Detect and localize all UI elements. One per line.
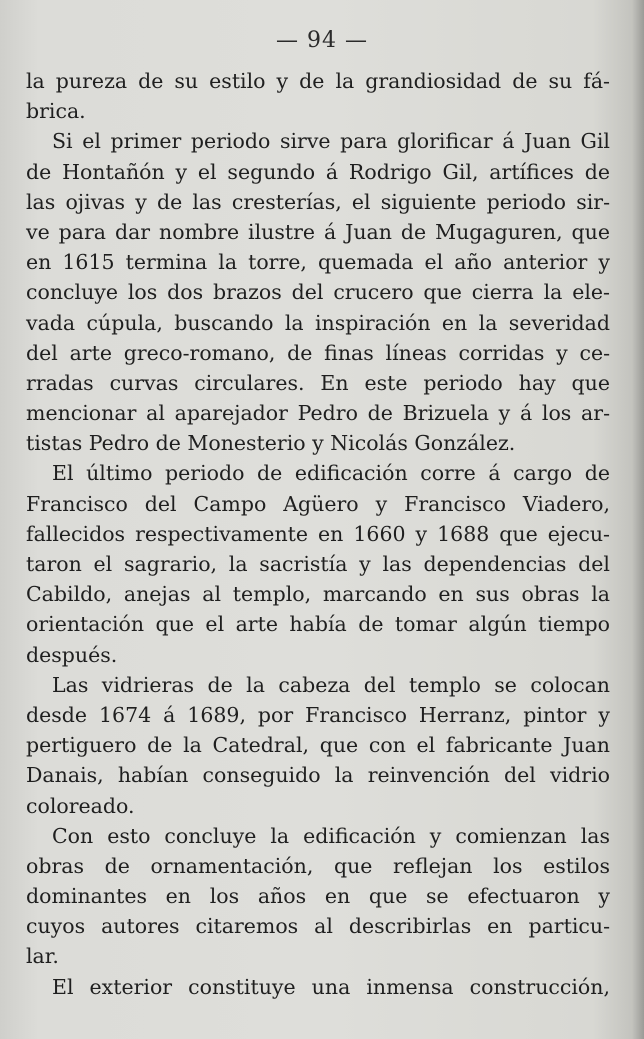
text-line: desde 1674 á 1689, por Francisco Herranz, pintor y [26,702,610,727]
text-line: en 1615 termina la torre, quemada el año anterior y [26,250,610,275]
paragraph [26,972,610,1002]
text-line: cuyos autores citaremos al describirlas en particu- [26,914,610,939]
text-line: del arte greco-romano, de finas líneas corridas y ce- [26,340,610,365]
text-line: brica. [26,99,86,124]
text-line: ve para dar nombre ilustre á Juan de Mugaguren, que [26,219,610,244]
paragraph [26,670,610,821]
text-line: fallecidos respectivamente en 1660 y 1688 que ejecu- [26,521,610,546]
text-line: taron el sagrario, la sacristía y las dependencias del [26,552,610,576]
text-line: obras de ornamentación, que reflejan los estilos [26,853,610,878]
text-line: Las vidrieras de la cabeza del templo se colocan [52,672,610,697]
text-line: lar. [26,944,59,969]
text-line: de Hontañón y el segundo á Rodrigo Gil, artífices de [26,159,610,184]
paragraph [26,126,610,458]
text-line: coloreado. [26,793,135,818]
text-line: Cabildo, anejas al templo, marcando en sus obras la [26,582,610,607]
page-edge-shadow [632,0,644,1039]
text-line: Si el primer periodo sirve para glorificar á Juan Gil [52,129,610,154]
text-line: pertiguero de la Catedral, que con el fabricante Juan [26,733,610,758]
text-line: tistas Pedro de Monesterio y Nicolás González. [26,431,516,456]
paragraph [26,458,610,669]
text-line: después. [26,642,118,667]
text-line: Danais, habían conseguido la reinvención del vidrio [26,763,610,788]
paragraph [26,821,610,972]
text-line: El exterior constituye una inmensa construcción, [52,974,610,999]
paragraph [26,66,610,126]
text-line: rradas curvas circulares. En este periodo hay que [26,370,610,395]
text-line: El último periodo de edificación corre á cargo de [52,461,610,486]
text-line: las ojivas y de las cresterías, el siguiente periodo sir- [26,189,610,214]
text-line: dominantes en los años en que se efectuaron y [26,884,610,909]
text-line: Con esto concluye la edificación y comienzan las [52,823,610,848]
text-line: vada cúpula, buscando la inspiración en la severidad [26,310,610,335]
text-line: mencionar al aparejador Pedro de Brizuela y á los ar- [26,401,610,426]
page-number: — 94 — [276,28,368,53]
text-line: la pureza de su estilo y de la grandiosidad de su fá- [26,69,610,93]
text-line: concluye los dos brazos del crucero que cierra la ele- [26,280,610,305]
text-line: orientación que el arte había de tomar algún tiempo [26,612,610,637]
body-text [26,66,610,1002]
text-line: Francisco del Campo Agüero y Francisco Viadero, [26,491,610,516]
